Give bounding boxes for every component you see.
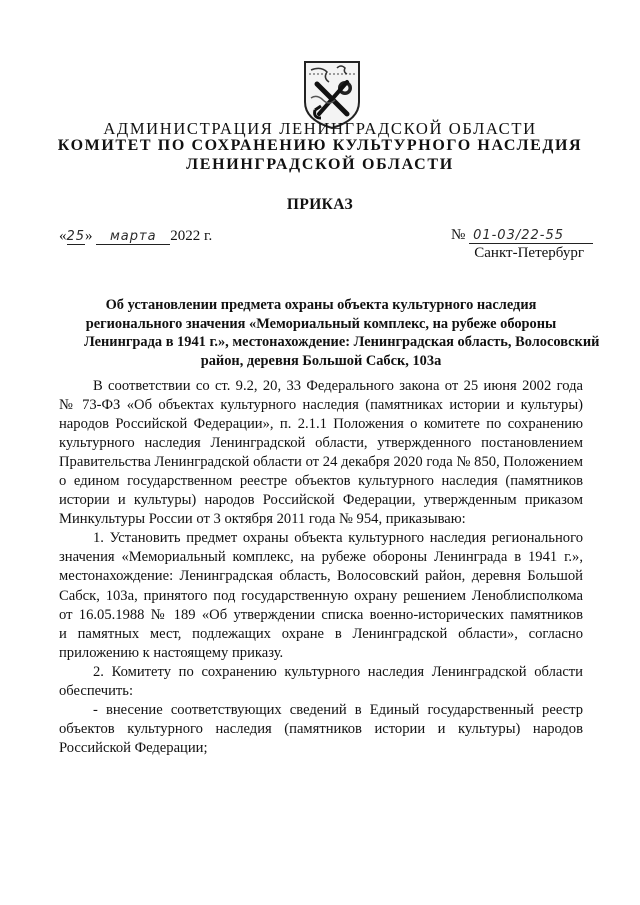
body-line: № 73-ФЗ «Об объектах культурного наследия (памятниках истории и культуры)	[59, 397, 583, 414]
clause-2-paragraph	[59, 663, 583, 701]
body-line: истории и культуры) народов Российской Федерации, утвержденным приказом	[59, 492, 583, 509]
number-value: 01-03/22-55	[469, 229, 593, 244]
date-close-quote: »	[85, 228, 93, 244]
body-line: о едином государственном реестре объектов культурного наследия (памятников	[59, 473, 583, 490]
committee-heading: КОМИТЕТ ПО СОХРАНЕНИЮ КУЛЬТУРНОГО НАСЛЕДИЯ	[57, 137, 583, 154]
body-line: - внесение соответствующих сведений в Единый государственный реестр	[93, 701, 583, 718]
date-open-quote: «	[59, 228, 67, 244]
date-month: марта	[96, 230, 170, 245]
city-label: Санкт-Петербург	[474, 245, 584, 261]
body-line: Сабск, 103а, принятого под государственную охрану решением Леноблисполкома	[59, 587, 583, 604]
date-year: 2022 г.	[170, 228, 213, 244]
body-line: 1. Установить предмет охраны объекта культурного наследия регионального	[93, 530, 583, 547]
body-line: обеспечить:	[59, 682, 134, 699]
body-line: Минкультуры России от 3 октября 2011 года № 954, приказываю:	[59, 511, 466, 528]
clause-1-paragraph	[59, 529, 583, 662]
number-sign: №	[451, 227, 466, 243]
administration-heading: АДМИНИСТРАЦИЯ ЛЕНИНГРАДСКОЙ ОБЛАСТИ	[103, 119, 537, 138]
region-heading: ЛЕНИНГРАДСКОЙ ОБЛАСТИ	[186, 156, 454, 173]
title-line: регионального значения «Мемориальный комплекс, на рубеже обороны	[85, 315, 557, 332]
body-line: народов Российской Федерации», п. 2.1.1 Положения о комитете по сохранению	[59, 416, 583, 433]
order-title	[84, 296, 600, 370]
document-type-heading: ПРИКАЗ	[286, 196, 354, 213]
body-line: объектов культурного наследия (памятников истории и культуры) народов	[59, 720, 583, 737]
order-date	[59, 228, 212, 245]
body-line: от 16.05.1988 № 189 «Об утверждении списка военно-исторических памятников	[59, 606, 583, 623]
title-line: Ленинграда в 1941 г.», местонахождение: Ленинградская область, Волосовский	[84, 334, 600, 351]
body-line: культурного наследия Ленинградской области, утвержденного постановлением	[59, 435, 583, 452]
body-line: 2. Комитету по сохранению культурного наследия Ленинградской области	[93, 663, 583, 680]
date-day: 25	[66, 229, 86, 244]
clause-2-item	[59, 701, 583, 758]
title-line: район, деревня Большой Сабск, 103а	[200, 352, 442, 369]
body-line: местонахождение: Ленинградская область, Волосовский район, деревня Большой	[59, 568, 583, 585]
title-line: Об установлении предмета охраны объекта культурного наследия	[105, 297, 537, 313]
order-number	[451, 227, 593, 244]
body-line: Правительства Ленинградской области от 24 декабря 2020 года № 850, Положением	[59, 454, 583, 471]
preamble-paragraph	[59, 377, 583, 529]
body-line: Российской Федерации;	[59, 739, 208, 756]
body-line: приложению к настоящему приказу.	[59, 644, 284, 661]
body-line: значения «Мемориальный комплекс, на рубеже обороны Ленинграда в 1941 г.»,	[59, 549, 583, 566]
order-body	[59, 377, 583, 758]
body-line: и памятных мест, подлежащих охране в Ленинградской области», согласно	[59, 625, 583, 642]
body-line: В соответствии со ст. 9.2, 20, 33 Федерального закона от 25 июня 2002 года	[93, 378, 583, 394]
